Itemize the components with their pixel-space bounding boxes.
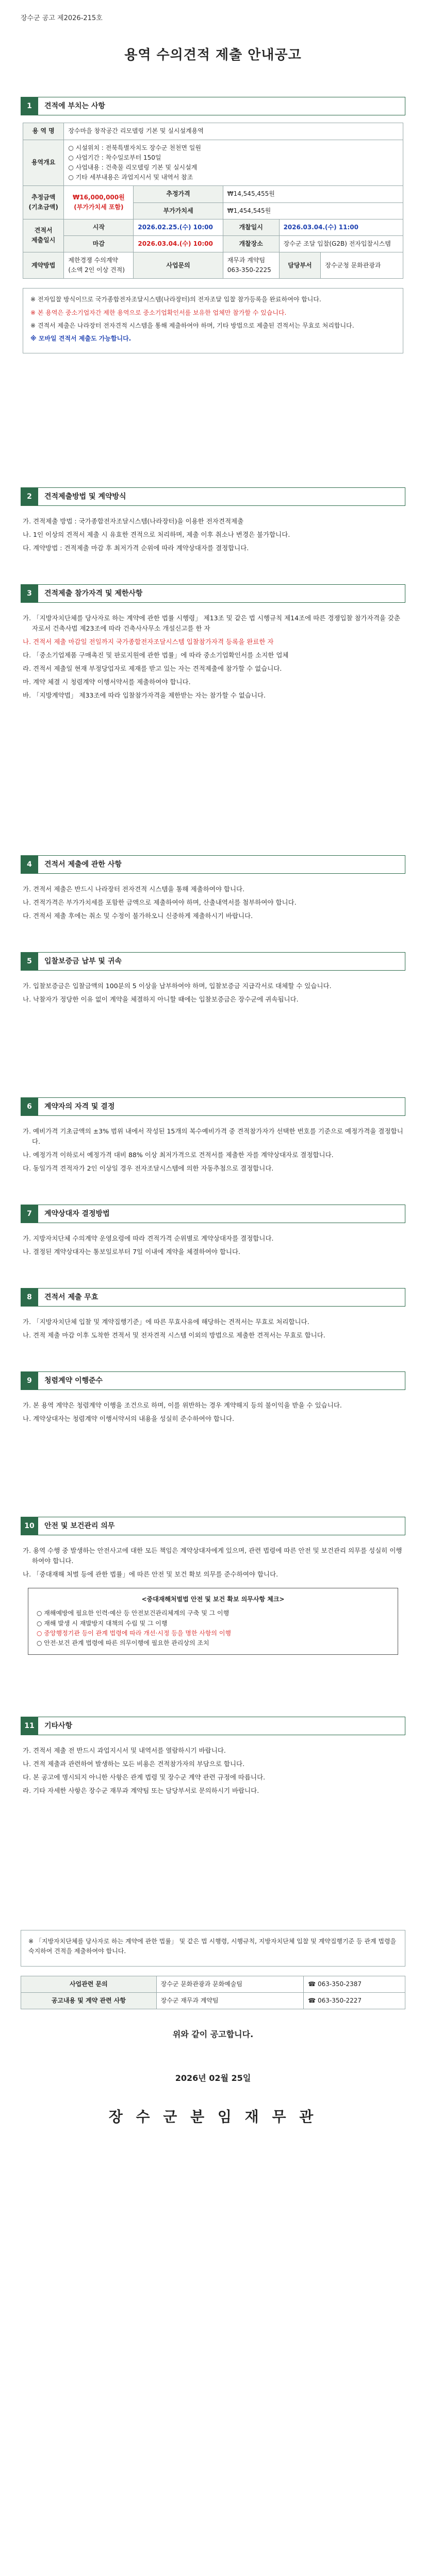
checklist-title: <중대재해처벌법 안전 및 보건 확보 의무사항 체크> (141, 1596, 285, 1603)
checklist-line: ○ 안전·보건 관계 법령에 따른 의무이행에 필요한 관리상의 조치 (37, 1639, 209, 1647)
list-item: 나. 계약상대자는 청렴계약 이행서약서의 내용을 성실히 준수하여야 합니다. (23, 1415, 235, 1423)
contract-method: 제한경쟁 수의계약 (소액 2인 이상 견적) (64, 252, 134, 279)
bid-info-table (23, 123, 403, 279)
note-line: ※ 견적서 제출은 나라장터 전자견적 시스템을 통해 제출하여야 하며, 기타 방법으로 제출된 견적서는 무효로 처리합니다. (30, 321, 354, 329)
section-number: 6 (21, 1097, 38, 1116)
phone-number: 063-350-2387 (318, 1980, 362, 1988)
section-5-header (21, 952, 405, 971)
row-label: 용역개요 (23, 140, 64, 186)
row-label: 견적서 제출일시 (23, 219, 64, 252)
list-item: 가. 견적서 제출은 반드시 나라장터 전자견적 시스템을 통해 제출하여야 합니다. (23, 885, 245, 893)
service-name: 장수마을 창작공간 리모델링 기본 및 실시설계용역 (64, 123, 403, 140)
list-item: 가. 지방자치단체 수의계약 운영요령에 따라 견적가격 순위별로 계약상대자를 결정합니다. (23, 1234, 274, 1243)
list-item: 가. 견적서 제출 전 반드시 과업지시서 및 내역서를 열람하시기 바랍니다. (23, 1747, 226, 1755)
service-overview (64, 140, 403, 186)
section-number: 10 (21, 1517, 38, 1535)
row-label: 개찰장소 (223, 235, 279, 252)
checklist-line: ○ 재해예방에 필요한 인력·예산 등 안전보건관리체계의 구축 및 그 이행 (37, 1609, 230, 1617)
inquiry-contact: 재무과 계약팀 063-350-2225 (223, 252, 279, 279)
contact-table (21, 1976, 405, 2009)
submit-start: 2026.02.25.(수) 10:00 (134, 219, 223, 235)
phone-number: 063-350-2227 (318, 1996, 362, 2004)
checklist-line: ○ 재해 발생 시 재발방지 대책의 수립 및 그 이행 (37, 1619, 168, 1627)
section-title: 견적에 부치는 사항 (44, 102, 105, 111)
list-item: 다. 「중소기업제품 구매촉진 및 판로지원에 관한 법률」에 따라 중소기업확인서를 소지한 업체 (23, 651, 289, 659)
opening-datetime: 2026.03.04.(수) 11:00 (279, 219, 403, 235)
phone-icon: ☎ (308, 1996, 316, 2004)
list-item: 나. 「중대재해 처벌 등에 관한 법률」에 따른 안전 및 보건 확보 의무를 준수하여야 합니다. (23, 1570, 278, 1579)
list-item: 마. 계약 체결 시 청렴계약 이행서약서를 제출하여야 합니다. (23, 678, 191, 686)
contact-label: 공고내용 및 계약 관련 사항 (21, 1992, 157, 2009)
issuing-organization: 장 수 군 분 임 재 무 관 (108, 2108, 318, 2126)
section-title: 계약자의 자격 및 결정 (44, 1103, 115, 1111)
list-item: 다. 본 공고에 명시되지 아니한 사항은 관계 법령 및 장수군 계약 관련 규정에 따릅니다. (23, 1773, 266, 1782)
overview-line: ○ 사업내용 : 건축물 리모델링 기본 및 실시설계 (68, 163, 198, 171)
row-label: 마감 (64, 235, 134, 252)
final-note: ※ 「지방자치단체를 당사자로 하는 계약에 관한 법률」 및 같은 법 시행령, 시행규칙, 지방자치단체 입찰 및 계약집행기준 등 관계 법령을 숙지하여 견적을 제출하여야 합니다. (28, 1938, 397, 1955)
list-item: 가. 예비가격 기초금액의 ±3% 범위 내에서 작성된 15개의 복수예비가격 중 견적참가자가 선택한 번호를 기준으로 예정가격을 결정합니다. (23, 1127, 403, 1146)
section-1-header (21, 97, 405, 115)
section-5-body (21, 971, 405, 1005)
section-number: 11 (21, 1717, 38, 1735)
list-item: 바. 「지방계약법」 제33조에 따라 입찰참가자격을 제한받는 자는 참가할 수 없습니다. (23, 691, 266, 700)
section-9-body (21, 1390, 405, 1424)
section-number: 7 (21, 1205, 38, 1223)
contact-dept: 장수군 문화관광과 문화예술팀 (156, 1976, 304, 1992)
section-2-body (21, 506, 405, 553)
closing-statement: 위와 같이 공고합니다. (172, 2029, 254, 2039)
list-item: 나. 견적 제출과 관련하여 발생하는 모든 비용은 견적참가자의 부담으로 합니다. (23, 1760, 245, 1768)
notice-date: 2026년 02월 25일 (175, 2073, 251, 2083)
list-item: 다. 동일가격 견적자가 2인 이상일 경우 전자조달시스템에 의한 자동추첨으로 결정합니다. (23, 1164, 274, 1173)
section-8-body (21, 1307, 405, 1341)
overview-line: ○ 시설위치 : 전북특별자치도 장수군 천천면 일원 (68, 144, 201, 151)
list-item: 나. 결정된 계약상대자는 통보일로부터 7일 이내에 계약을 체결하여야 합니다. (23, 1248, 241, 1256)
section-number: 5 (21, 952, 38, 971)
note-line: ※ 모바일 견적서 제출도 가능합니다. (30, 335, 132, 343)
row-label: 담당부서 (279, 252, 321, 279)
section-3-header (21, 584, 405, 603)
section-number: 9 (21, 1371, 38, 1390)
responsible-dept: 장수군청 문화관광과 (321, 252, 403, 279)
list-item: 나. 견적가격은 부가가치세를 포함한 금액으로 제출하여야 하며, 산출내역서를 첨부하여야 합니다. (23, 899, 297, 907)
row-label: 사업문의 (134, 252, 223, 279)
list-item: 나. 1인 이상의 견적서 제출 시 유효한 견적으로 처리하며, 제출 이후 취소나 변경은 불가합니다. (23, 531, 290, 539)
section-number: 4 (21, 855, 38, 874)
row-label: 시작 (64, 219, 134, 235)
list-item: 라. 견적서 제출일 현재 부정당업자로 제재를 받고 있는 자는 견적제출에 참가할 수 없습니다. (23, 665, 282, 673)
section-title: 청렴계약 이행준수 (44, 1377, 103, 1385)
section-title: 견적제출 참가자격 및 제한사항 (44, 589, 143, 598)
list-item: 가. 입찰보증금은 입찰금액의 100분의 5 이상을 납부하여야 하며, 입찰보증금 지급각서로 대체할 수 있습니다. (23, 982, 332, 990)
section-title: 견적서 제출 무효 (44, 1293, 99, 1301)
section-11-body (21, 1735, 405, 1796)
section-4-header (21, 855, 405, 874)
list-item: 가. 본 용역 계약은 청렴계약 이행을 조건으로 하며, 이를 위반하는 경우 계약해지 등의 불이익을 받을 수 있습니다. (23, 1401, 342, 1410)
contact-phone (304, 1992, 405, 2009)
safety-checklist-box (28, 1588, 398, 1655)
section-11-header (21, 1717, 405, 1735)
section-number: 2 (21, 487, 38, 506)
notice-number: 장수군 공고 제2026-215호 (21, 14, 103, 22)
section-10-body (21, 1535, 405, 1655)
list-item: 가. 견적제출 방법 : 국가종합전자조달시스템(나라장터)을 이용한 전자견적제출 (23, 517, 244, 526)
vat-amount: ₩1,454,545원 (223, 202, 403, 219)
section-2-header (21, 487, 405, 506)
overview-line: ○ 기타 세부내용은 과업지시서 및 내역서 참조 (68, 174, 193, 181)
row-label: 개찰일시 (223, 219, 279, 235)
section-7-header (21, 1205, 405, 1223)
section-title: 계약상대자 결정방법 (44, 1210, 110, 1218)
list-item: 나. 견적 제출 마감 이후 도착한 견적서 및 전자견적 시스템 이외의 방법으로 제출한 견적서는 무효로 합니다. (23, 1331, 325, 1340)
section-8-header (21, 1288, 405, 1307)
base-amount: ₩16,000,000원 (부가가치세 포함) (64, 186, 134, 219)
list-item: 가. 「지방자치단체 입찰 및 계약집행기준」에 따른 무효사유에 해당하는 견적서는 무효로 처리합니다. (23, 1318, 309, 1326)
list-item: 가. 「지방자치단체를 당사자로 하는 계약에 관한 법률 시행령」 제13조 및 같은 법 시행규칙 제14조에 따른 경쟁입찰 참가자격을 갖춘 자로서 건축사법 제23조에 따라 건축사사무소 개설신고를 한 자 (23, 614, 401, 633)
section-6-body (21, 1116, 405, 1174)
section-10-header (21, 1517, 405, 1535)
overview-line: ○ 사업기간 : 착수일로부터 150일 (68, 154, 161, 161)
section-title: 견적제출방법 및 계약방식 (44, 493, 126, 501)
section-number: 8 (21, 1288, 38, 1307)
estimated-price: ₩14,545,455원 (223, 186, 403, 202)
section-7-body (21, 1223, 405, 1257)
list-item: 나. 견적서 제출 마감일 전일까지 국가종합전자조달시스템 입찰참가자격 등록을 완료한 자 (23, 638, 274, 646)
list-item: 다. 계약방법 : 견적제출 마감 후 최저가격 순위에 따라 계약상대자를 결정합니다. (23, 544, 249, 552)
notes-box (23, 288, 403, 353)
note-line: ※ 전자입찰 방식이므로 국가종합전자조달시스템(나라장터)의 전자조달 입찰 참가등록을 완료하여야 합니다. (30, 296, 321, 303)
section-title: 안전 및 보건관리 의무 (44, 1522, 115, 1530)
row-label: 계약방법 (23, 252, 64, 279)
row-label: 용 역 명 (23, 123, 64, 140)
list-item: 가. 용역 수행 중 발생하는 안전사고에 대한 모든 책임은 계약상대자에게 있으며, 관련 법령에 따른 안전 및 보건관리 의무를 성실히 이행하여야 합니다. (23, 1547, 402, 1565)
contact-phone (304, 1976, 405, 1992)
section-9-header (21, 1371, 405, 1390)
phone-icon: ☎ (308, 1980, 316, 1988)
list-item: 다. 견적서 제출 후에는 취소 및 수정이 불가하오니 신중하게 제출하시기 바랍니다. (23, 912, 253, 920)
list-item: 라. 기타 자세한 사항은 장수군 재무과 계약팀 또는 담당부서로 문의하시기 바랍니다. (23, 1787, 259, 1795)
checklist-line: ○ 중앙행정기관 등이 관계 법령에 따라 개선·시정 등을 명한 사항의 이행 (37, 1629, 232, 1637)
list-item: 나. 예정가격 이하로서 예정가격 대비 88% 이상 최저가격으로 견적서를 제출한 자를 계약상대자로 결정합니다. (23, 1151, 334, 1159)
row-label: 부가가치세 (134, 202, 223, 219)
final-note-box (21, 1930, 405, 1966)
contact-label: 사업관련 문의 (21, 1976, 157, 1992)
section-6-header (21, 1097, 405, 1116)
section-number: 3 (21, 584, 38, 603)
contact-dept: 장수군 재무과 계약팀 (156, 1992, 304, 2009)
row-label: 추정가격 (134, 186, 223, 202)
section-1-body (21, 115, 405, 353)
section-title: 견적서 제출에 관한 사항 (44, 860, 122, 869)
section-title: 입찰보증금 납부 및 귀속 (44, 957, 122, 965)
row-label: 추정금액 (기초금액) (23, 186, 64, 219)
note-line: ※ 본 용역은 중소기업자간 제한 용역으로 중소기업확인서를 보유한 업체만 참가할 수 있습니다. (30, 309, 287, 316)
opening-place: 장수군 조달 입찰(G2B) 전자입찰시스템 (279, 235, 403, 252)
document-title: 용역 수의견적 제출 안내공고 (124, 47, 302, 63)
section-4-body (21, 874, 405, 921)
section-title: 기타사항 (44, 1721, 73, 1730)
section-number: 1 (21, 97, 38, 115)
list-item: 나. 낙찰자가 정당한 이유 없이 계약을 체결하지 아니할 때에는 입찰보증금은 장수군에 귀속됩니다. (23, 995, 299, 1004)
submit-deadline: 2026.03.04.(수) 10:00 (134, 235, 223, 252)
section-3-body (21, 603, 405, 701)
